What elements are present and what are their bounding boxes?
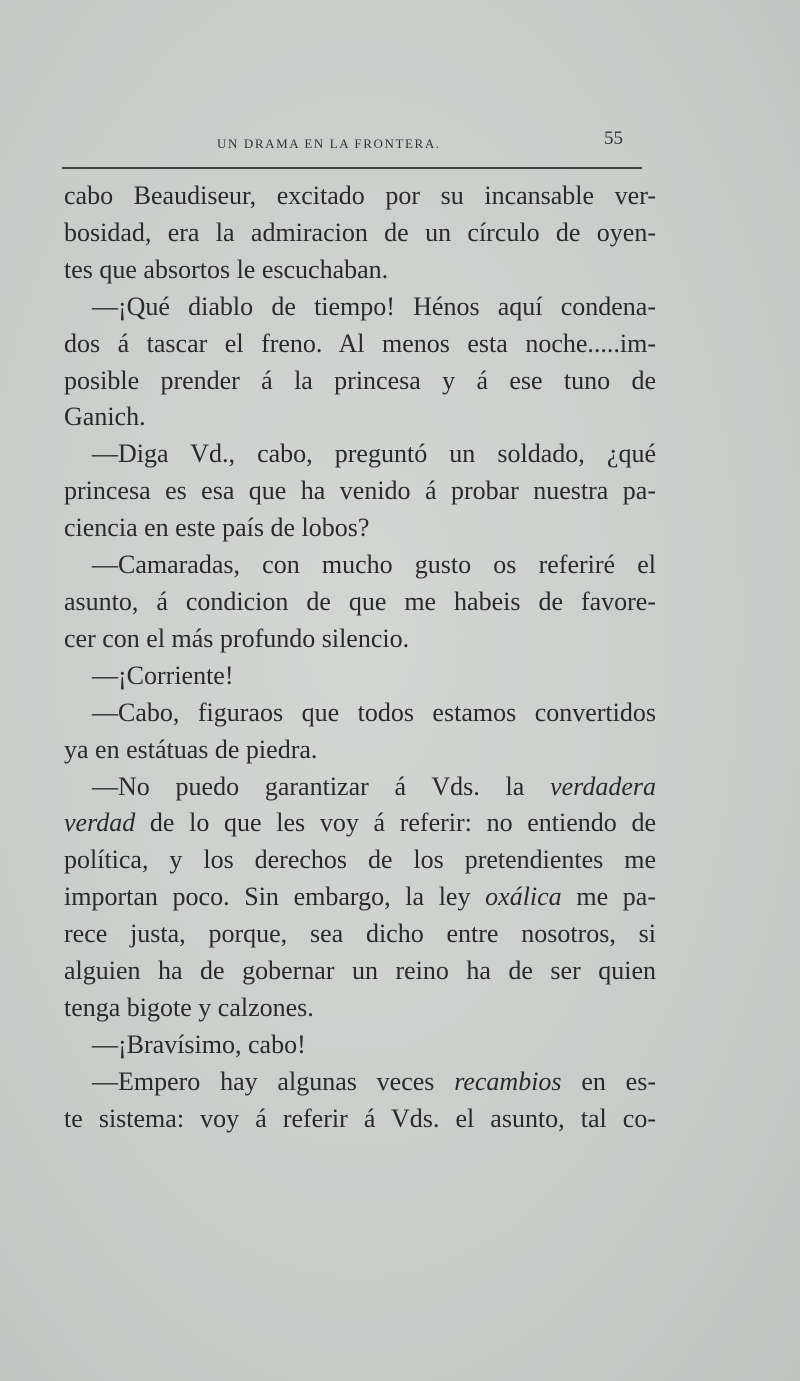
text-segment: —¡Corriente!	[92, 660, 234, 690]
text-segment: tenga bigote y calzones.	[64, 992, 314, 1022]
text-line	[64, 1064, 656, 1101]
text-segment: —Cabo, figuraos que todos estamos convertidos	[92, 697, 656, 727]
text-line	[64, 178, 656, 215]
text-line	[64, 363, 656, 400]
body-text	[64, 178, 656, 1138]
text-line	[64, 473, 656, 510]
text-segment: asunto, á condicion de que me habeis de favore-	[64, 586, 656, 616]
text-line	[64, 1101, 656, 1138]
italic-segment: recambios	[454, 1066, 562, 1096]
text-segment: cabo Beaudiseur, excitado por su incansable ver-	[64, 181, 656, 210]
text-segment: dos á tascar el freno. Al menos esta noche.....im-	[64, 328, 656, 358]
text-line	[64, 805, 656, 842]
text-segment: rece justa, porque, sea dicho entre nosotros, si	[64, 919, 656, 949]
text-line	[64, 215, 656, 252]
page-number: 55	[604, 128, 623, 149]
header-rule	[62, 167, 642, 169]
text-segment: en es-	[561, 1066, 656, 1096]
text-segment: —Empero hay algunas veces	[92, 1066, 455, 1096]
text-line	[64, 326, 656, 363]
text-segment: princesa es esa que ha venido á probar nuestra pa-	[64, 476, 656, 506]
text-segment: te sistema: voy á referir á Vds. el asunto, tal co-	[64, 1103, 656, 1133]
text-line	[64, 916, 656, 953]
text-line	[64, 769, 656, 806]
text-segment: ciencia en este país de lobos?	[64, 513, 370, 543]
text-segment: importan poco. Sin embargo, la ley	[64, 882, 486, 912]
text-line	[64, 436, 656, 473]
text-line	[64, 953, 656, 990]
running-head: UN DRAMA EN LA FRONTERA.	[217, 136, 441, 151]
text-line	[64, 1027, 656, 1064]
text-segment: cer con el más profundo silencio.	[64, 623, 410, 653]
text-line	[64, 842, 656, 879]
text-segment: Ganich.	[64, 402, 146, 432]
text-segment: posible prender á la princesa y á ese tuno de	[64, 365, 656, 395]
text-line	[64, 621, 656, 658]
text-line	[64, 879, 656, 916]
text-line	[64, 584, 656, 621]
text-segment: de lo que les voy á referir: no entiendo de	[135, 808, 656, 838]
text-segment: tes que absortos le escuchaban.	[64, 254, 389, 284]
text-segment: política, y los derechos de los pretendientes me	[64, 845, 656, 875]
text-line	[64, 289, 656, 326]
italic-segment: oxálica	[485, 882, 562, 912]
text-segment: me pa-	[561, 882, 656, 912]
text-segment: —¡Qué diablo de tiempo! Hénos aquí condena-	[92, 291, 656, 321]
text-line	[64, 695, 656, 732]
text-segment: alguien ha de gobernar un reino ha de ser quien	[64, 956, 656, 986]
text-line	[64, 732, 656, 769]
text-segment: —Diga Vd., cabo, preguntó un soldado, ¿qué	[92, 439, 656, 469]
text-segment: —Camaradas, con mucho gusto os referiré el	[92, 550, 656, 580]
text-segment: bosidad, era la admiracion de un círculo de oyen-	[64, 217, 656, 247]
italic-segment: verdadera	[550, 771, 656, 801]
text-line	[64, 658, 656, 695]
text-line	[64, 510, 656, 547]
text-line	[64, 399, 656, 436]
text-line	[64, 547, 656, 584]
text-line	[64, 990, 656, 1027]
text-segment: —No puedo garantizar á Vds. la	[92, 771, 551, 801]
text-segment: —¡Bravísimo, cabo!	[92, 1029, 306, 1059]
text-line	[64, 252, 656, 289]
italic-segment: verdad	[64, 808, 136, 838]
text-segment: ya en estátuas de piedra.	[64, 734, 318, 764]
